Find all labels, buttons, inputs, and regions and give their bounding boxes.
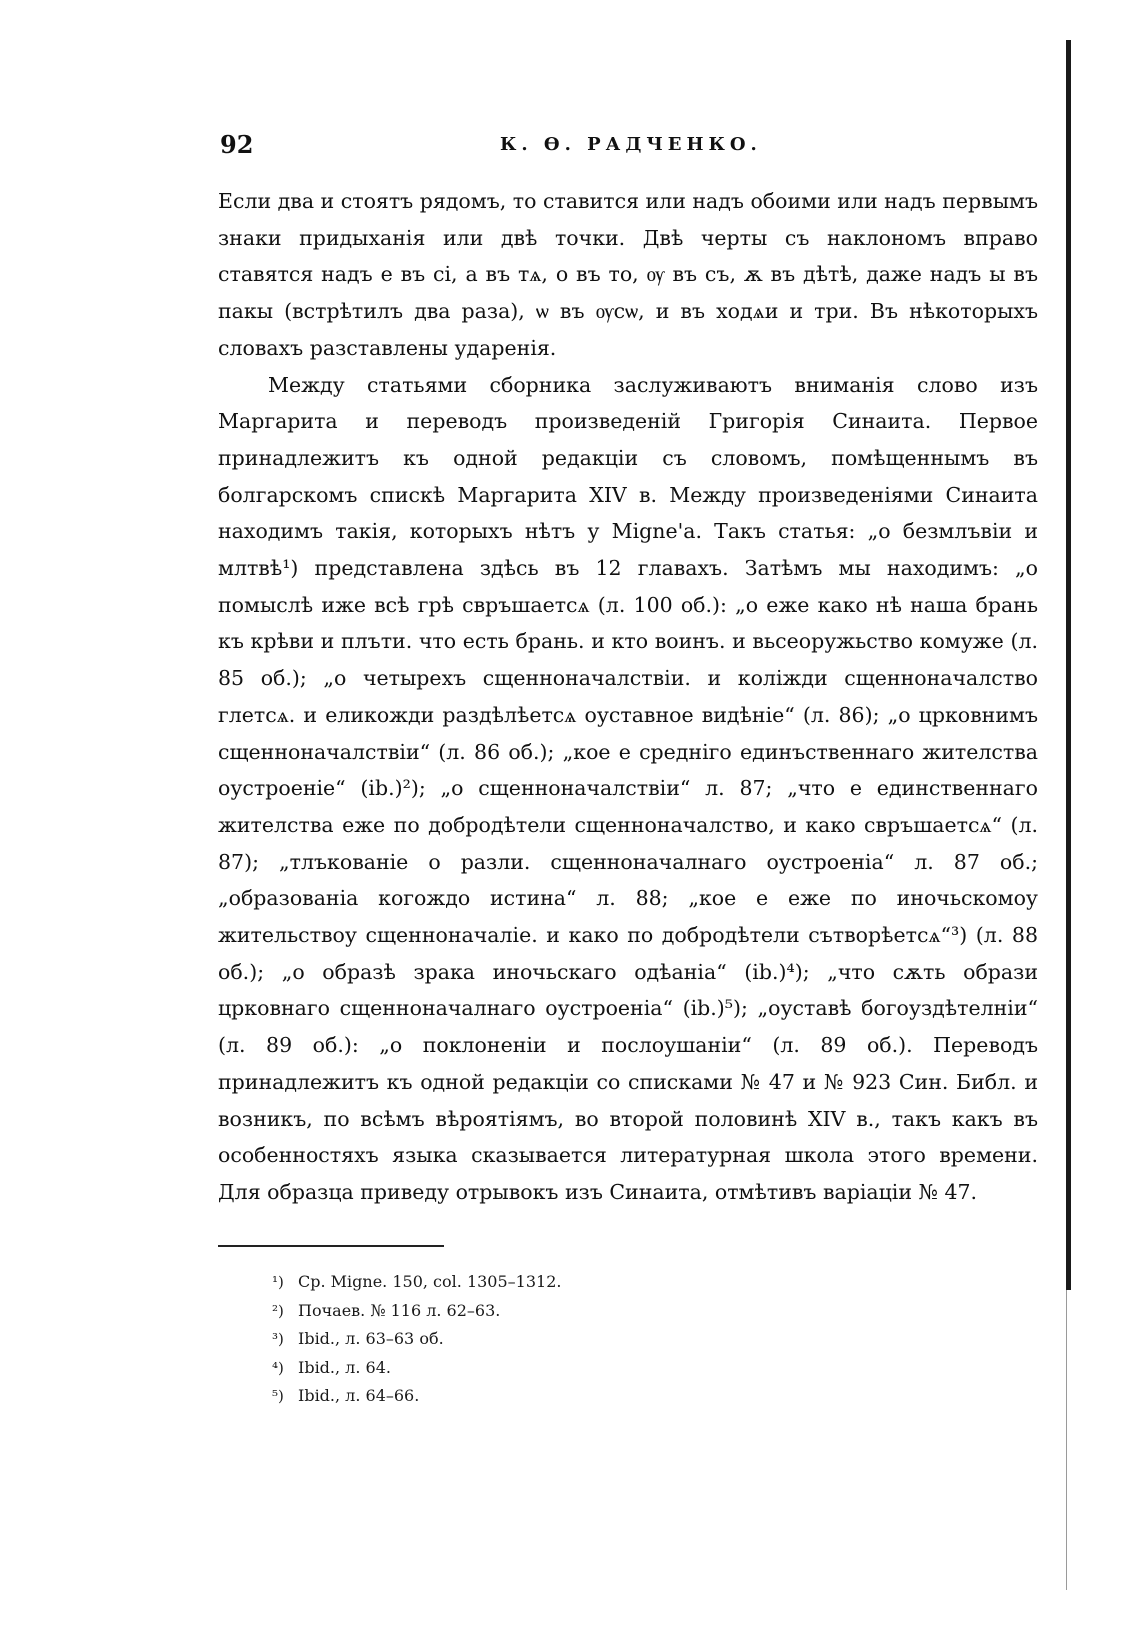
paragraph: Если два и стоятъ рядомъ, то ставится или надъ обоими или надъ первымъ знаки придыханія или двѣ точки. Двѣ черты съ наклономъ вправо ставятся надъ е въ сі, а въ тѧ, о въ то, ѹ въ съ, ѫ въ дѣтѣ, даже надъ ы въ пакы (встрѣтилъ два раза), ѡ въ ѹсѡ, и въ ходѧи и три. Въ нѣкоторыхъ словахъ разставлены ударенія.: [218, 189, 1038, 360]
footnote-marker: ⁵): [272, 1387, 284, 1405]
footnote-text: Ibid., л. 64.: [298, 1357, 391, 1377]
footnote-text: Почаев. № 116 л. 62–63.: [298, 1300, 501, 1320]
footnote-marker: ³): [272, 1330, 284, 1348]
footnote-text: Ibid., л. 64–66.: [298, 1386, 420, 1405]
footnote: [272, 1268, 772, 1297]
footnote: [272, 1382, 772, 1411]
footnote-text: Ibid., л. 63–63 об.: [298, 1329, 444, 1348]
page-edge-shadow: [1066, 40, 1071, 1290]
body-text: [218, 183, 1038, 1211]
paragraph: Между статьями сборника заслуживаютъ вниманія слово изъ Маргарита и переводъ произведеній Григорія Синаита. Первое принадлежитъ къ одной редакціи съ словомъ, помѣщеннымъ въ болгарскомъ спискѣ Маргарита XIV в. Между произведеніями Синаита находимъ такія, которыхъ нѣтъ у Migne'а. Такъ статья: „о безмлъвіи и млтвѣ¹) представлена здѣсь въ 12 главахъ. Затѣмъ мы находимъ: „о помыслѣ иже всѣ грѣ свръшаетсѧ (л. 100 об.): „о еже како нѣ наша брань къ крѣви и плъти. что есть брань. и кто воинъ. и вьсеоружьство комуже (л. 85 об.); „о четырехъ сщенноначалствіи. и коліжди сщенноначалство глетсѧ. и еликожди раздѣлѣетсѧ оуставное видѣніе“ (л. 86); „о црковнимъ сщенноначалствіи“ (л. 86 об.); „кое е средніго единъственнаго жителства оустроеніе“ (ib.)²); „о сщенноначалствіи“ л. 87; „что е единственнаго жителства еже по добродѣтели сщенноначалство, и како свръшаетсѧ“ (л. 87); „тлъкованіе о разли. сщенноначалнаго оустроеніа“ л. 87 об.; „образованіа когождо истина“ л. 88; „кое е еже по иночьскомоу жительствоу сщенноначаліе. и како по добродѣтели сътворѣетсѧ“³) (л. 88 об.); „о образѣ зрака иночьскаго одѣаніа“ (ib.)⁴); „что сѫть образи црковнаго сщенноначалнаго оустроеніа“ (ib.)⁵); „оуставѣ богоуздѣтелніи“ (л. 89 об.): „о поклоненіи и послоушаніи“ (л. 89 об.). Переводъ принадлежитъ къ одной редакціи со списками № 47 и № 923 Син. Библ. и возникъ, по всѣмъ вѣроятіямъ, во второй половинѣ XIV в., такъ какъ въ особенностяхъ языка сказывается литературная школа этого времени. Для образца приведу отрывокъ изъ Синаита, отмѣтивъ варіаціи № 47.: [218, 372, 1038, 1204]
running-head: [220, 130, 1040, 164]
footnote-marker: ²): [272, 1301, 284, 1320]
page-edge-shadow-faint: [1066, 1290, 1067, 1590]
footnote-text: Ср. Migne. 150, col. 1305–1312.: [298, 1272, 562, 1291]
footnote: [272, 1297, 772, 1326]
footnote-separator: [218, 1245, 444, 1247]
footnote: [272, 1325, 772, 1354]
footnote-marker: ¹): [272, 1273, 284, 1291]
page-number: 92: [220, 130, 254, 159]
footnote: [272, 1354, 772, 1383]
footnote-marker: ⁴): [272, 1358, 284, 1377]
running-title: К. Ѳ. РАДЧЕНКО.: [500, 134, 762, 155]
footnotes: [272, 1268, 772, 1411]
